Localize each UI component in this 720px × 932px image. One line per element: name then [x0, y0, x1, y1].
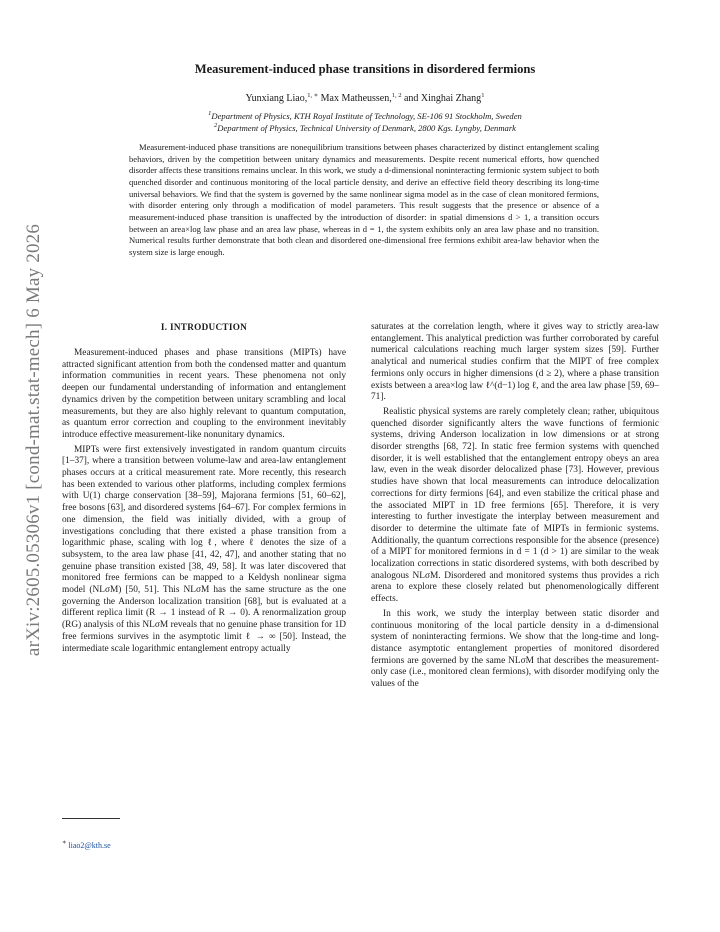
author-name: and Xinghai Zhang	[401, 93, 482, 104]
footnote-marker: ∗	[62, 839, 67, 846]
author-list	[100, 91, 630, 104]
footnote	[62, 838, 111, 850]
paper-title: Measurement-induced phase transitions in disordered fermions	[194, 62, 536, 76]
affiliation-mark: 1	[208, 110, 212, 117]
author-affiliation-mark: 1, 2	[391, 92, 402, 99]
author-name: Yunxiang Liao,	[245, 93, 308, 104]
affiliation	[100, 122, 630, 133]
body-paragraph: In this work, we study the interplay between static disorder and continuous monitoring of the local particle density in a d-dimensional system of noninteracting fermions. We show that the long-time and long-distance asymptotic entanglement properties of monitored disordered fermions are governed by the same NLσM that describes the measurement-only case (i.e., monitored clean fermions), with disorder modifying only the values of the	[371, 608, 659, 690]
body-paragraph: Realistic physical systems are rarely completely clean; rather, ubiquitous quenched disorder significantly alters the wave functions of fermionic systems, driving Anderson localization in low dimensions or at strong disorder strengths [68, 72]. In static free fermion systems with quenched disorder, it is well established that the entanglement entropy obeys an area law, even in the weak disorder delocalized phase [73]. However, previous studies have shown that local measurements can introduce delocalization corrections for dirty fermions [64], and even stabilize the critical phase and the associated MIPT in 1D free fermions [65]. Therefore, it is very interesting to further investigate the interplay between measurement and disorder to determine the ultimate fate of MIPTs in fermionic systems. Additionally, the quantum corrections responsible for the absence (presence) of a MIPT for monitored fermions in d = 1 (d > 1) are similar to the weak localization corrections in static disordered systems, with both described by analogous NLσM. Disordered and monitored systems thus provides a rich arena to explore these closely related but phenomenologically different effects.	[371, 406, 659, 605]
affiliation-text: Department of Physics, KTH Royal Institute of Technology, SE-106 91 Stockholm, Sweden	[211, 111, 522, 121]
body-paragraph: saturates at the correlation length, where it gives way to strictly area-law entanglement. This analytical prediction was further corroborated by careful numerical calculations reaching much larger system sizes [59]. Further analytical and numerical studies confirm that the MIPT of free complex fermions only occurs in higher dimensions (d ≥ 2), where a phase transition exists between a area×log law ℓ^(d−1) log ℓ, and the area law phase [59, 69–71].	[371, 322, 659, 403]
left-column	[62, 348, 346, 658]
affiliation-text: Department of Physics, Technical University of Denmark, 2800 Kgs. Lyngby, Denmark	[217, 123, 516, 133]
body-paragraph: Measurement-induced phases and phase transitions (MIPTs) have attracted significant attention from both the condensed matter and quantum information communities in recent years. These phenomena not only deepen our fundamental understanding of information and entanglement dynamics driven by the competition between unitary scrambling and local measurements, but they are also highly relevant to quantum computation, as quantum error correction and coupling to the environment inevitably introduce effective measurement-like nonunitary dynamics.	[62, 348, 346, 440]
author-name: Max Matheussen,	[318, 93, 392, 104]
abstract: Measurement-induced phase transitions are nonequilibrium transitions between phases characterized by distinct entanglement scaling behaviors, driven by the competition between unitary dynamics and measurements. Despite recent numerical efforts, how quenched disorder affects these transitions remains unclear. In this work, we study a d-dimensional noninteracting fermionic system subject to both quenched disorder and continuous monitoring of the local particle density, and derive an effective field theory describing its long-time universal behaviors. We find that the system is governed by the same nonlinear sigma model as in the case of clean monitored fermions, with disorder entering only through a modification of model parameters. This result suggests that the presence or absence of a measurement-induced phase transition is unaffected by the introduction of disorder: in spatial dimensions d > 1, a transition occurs between an area×log law phase and an area law phase, whereas in d = 1, the system exhibits only an area law phase and no transition. Numerical results further demonstrate that both clean and disordered one-dimensional free fermions exhibit area-law behavior when the system size is large enough.	[129, 142, 599, 257]
author-affiliation-mark: 1	[481, 92, 485, 99]
arxiv-stamp-text: arXiv:2605.05306v1 [cond-mat.stat-mech] 6 May 2026	[23, 223, 44, 657]
author-affiliation-mark: 1, ∗	[307, 92, 319, 99]
affiliation	[100, 110, 630, 121]
footnote-rule	[62, 818, 120, 819]
arxiv-stamp	[20, 190, 48, 690]
right-column	[371, 322, 659, 694]
body-paragraph: MIPTs were first extensively investigated in random quantum circuits [1–37], where a transition between volume-law and area-law entanglement phases occurs at a critical measurement rate. More recently, this research has been extended to various other platforms, including complex fermions with U(1) charge conservation [38–59], Majorana fermions [51, 60–62], free bosons [63], and disordered systems [64–67]. For complex fermions in one dimension, the field was initially divided, with a group of investigations concluding that there existed a phase transition from a logarithmic phase, scaling with log ℓ, where ℓ denotes the size of a subsystem, to the area law phase [41, 42, 47], and another stating that no genuine phase transition existed [38, 49, 58]. It was later discovered that monitored free fermions can be mapped to a Keldysh nonlinear sigma model (NLσM) [50, 51]. This NLσM has the same structure as the one governing the Anderson localization transition [68], but is evaluated at a different replica limit (R → 1 instead of R → 0). A renormalization group (RG) analysis of this NLσM reveals that no genuine phase transition for 1D free fermions survives in the asymptotic limit ℓ → ∞ [50]. Instead, the intermediate scale logarithmic entanglement entropy actually	[62, 444, 346, 654]
section-heading: I. INTRODUCTION	[160, 322, 248, 332]
affiliation-mark: 2	[214, 122, 218, 129]
email-link[interactable]: liao2@kth.se	[68, 841, 111, 850]
